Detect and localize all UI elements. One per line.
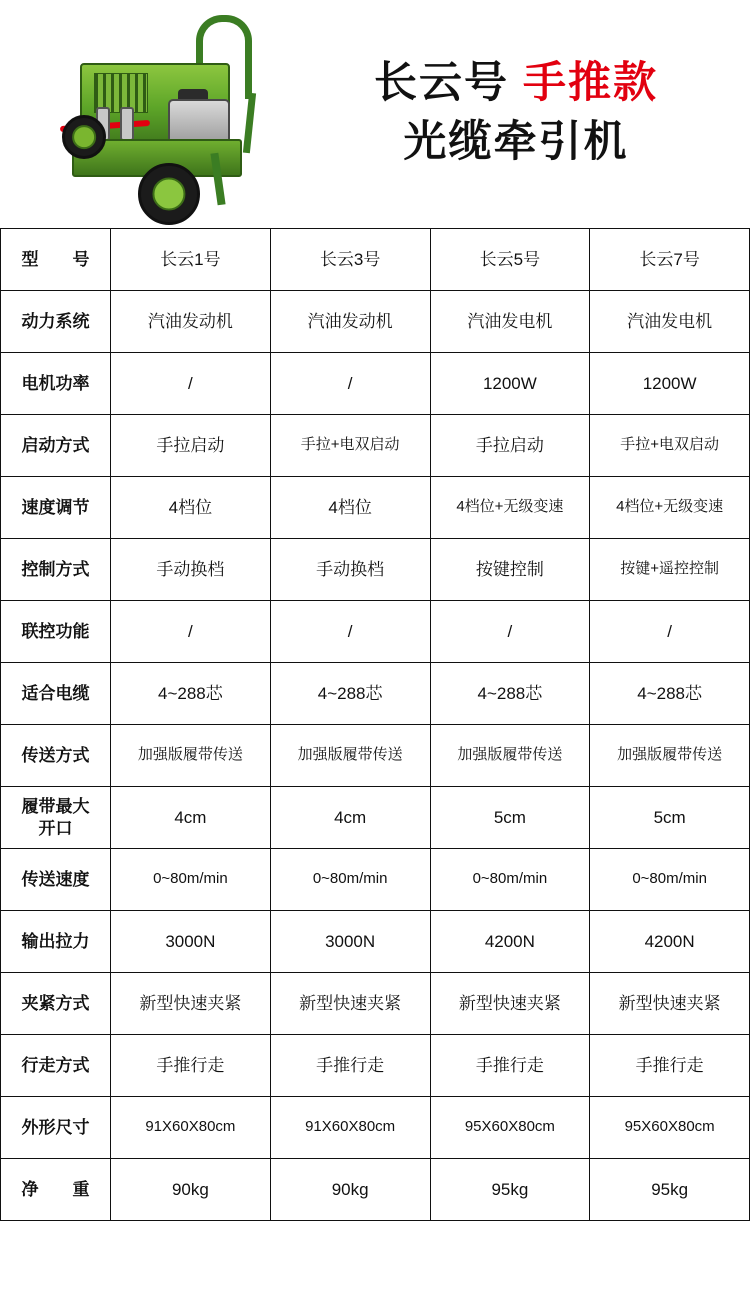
table-cell: 长云1号 — [111, 229, 271, 291]
row-label: 传送速度 — [1, 849, 111, 911]
row-label: 传送方式 — [1, 725, 111, 787]
table-row — [1, 1159, 750, 1221]
table-cell: 0~80m/min — [430, 849, 590, 911]
product-image — [0, 3, 300, 225]
table-cell: 4档位 — [111, 477, 271, 539]
table-cell: 4档位+无级变速 — [590, 477, 750, 539]
table-cell: 手拉+电双启动 — [270, 415, 430, 477]
table-cell: 5cm — [430, 787, 590, 849]
row-label: 动力系统 — [1, 291, 111, 353]
table-cell: 4~288芯 — [430, 663, 590, 725]
row-label: 行走方式 — [1, 1035, 111, 1097]
table-row — [1, 911, 750, 973]
table-cell: 加强版履带传送 — [430, 725, 590, 787]
row-label: 输出拉力 — [1, 911, 111, 973]
row-label: 电机功率 — [1, 353, 111, 415]
row-label: 联控功能 — [1, 601, 111, 663]
table-cell: 手推行走 — [430, 1035, 590, 1097]
table-cell: 手动换档 — [270, 539, 430, 601]
table-row — [1, 1035, 750, 1097]
table-cell: 长云5号 — [430, 229, 590, 291]
table-row — [1, 663, 750, 725]
table-cell: 手推行走 — [111, 1035, 271, 1097]
table-row — [1, 1097, 750, 1159]
table-cell: 90kg — [111, 1159, 271, 1221]
table-row — [1, 353, 750, 415]
table-cell: 手拉+电双启动 — [590, 415, 750, 477]
table-cell: 手推行走 — [590, 1035, 750, 1097]
table-cell: 新型快速夹紧 — [430, 973, 590, 1035]
header — [0, 0, 750, 228]
table-cell: 按键+遥控控制 — [590, 539, 750, 601]
row-label: 夹紧方式 — [1, 973, 111, 1035]
table-cell: 汽油发电机 — [590, 291, 750, 353]
table-cell: 4cm — [111, 787, 271, 849]
row-label: 适合电缆 — [1, 663, 111, 725]
table-cell: 95kg — [590, 1159, 750, 1221]
row-label: 外形尺寸 — [1, 1097, 111, 1159]
table-cell: 加强版履带传送 — [111, 725, 271, 787]
table-cell: 手拉启动 — [111, 415, 271, 477]
table-cell: 4~288芯 — [270, 663, 430, 725]
table-cell: 4cm — [270, 787, 430, 849]
table-cell: 0~80m/min — [111, 849, 271, 911]
table-row — [1, 291, 750, 353]
row-label: 速度调节 — [1, 477, 111, 539]
table-row — [1, 229, 750, 291]
table-cell: 手动换档 — [111, 539, 271, 601]
table-cell: 91X60X80cm — [270, 1097, 430, 1159]
table-cell: / — [270, 601, 430, 663]
table-cell: 新型快速夹紧 — [590, 973, 750, 1035]
table-row — [1, 787, 750, 849]
row-label: 控制方式 — [1, 539, 111, 601]
table-cell: 1200W — [590, 353, 750, 415]
table-cell: 手推行走 — [270, 1035, 430, 1097]
table-row — [1, 973, 750, 1035]
table-cell: 新型快速夹紧 — [111, 973, 271, 1035]
table-cell: 新型快速夹紧 — [270, 973, 430, 1035]
table-cell: 汽油发动机 — [111, 291, 271, 353]
table-row — [1, 415, 750, 477]
row-label: 型 号 — [1, 229, 111, 291]
handle-stem-right — [243, 93, 256, 153]
table-cell: 加强版履带传送 — [270, 725, 430, 787]
product-name: 光缆牵引机 — [403, 117, 629, 166]
machine-illustration — [0, 3, 300, 225]
table-cell: 按键控制 — [430, 539, 590, 601]
table-cell: / — [111, 353, 271, 415]
table-cell: 4~288芯 — [111, 663, 271, 725]
table-row — [1, 601, 750, 663]
wheel-front-icon — [62, 115, 106, 159]
title-line-1 — [300, 57, 732, 111]
table-cell: 1200W — [430, 353, 590, 415]
table-cell: 5cm — [590, 787, 750, 849]
wheel-rear-icon — [138, 163, 200, 225]
table-row — [1, 477, 750, 539]
table-row — [1, 725, 750, 787]
table-cell: 加强版履带传送 — [590, 725, 750, 787]
table-cell: 3000N — [270, 911, 430, 973]
table-cell: 95X60X80cm — [430, 1097, 590, 1159]
row-label: 履带最大 开口 — [1, 787, 111, 849]
table-cell: 0~80m/min — [270, 849, 430, 911]
table-cell: 长云7号 — [590, 229, 750, 291]
table-cell: 3000N — [111, 911, 271, 973]
table-cell: 95kg — [430, 1159, 590, 1221]
table-row — [1, 539, 750, 601]
table-cell: / — [430, 601, 590, 663]
table-cell: 95X60X80cm — [590, 1097, 750, 1159]
table-cell: / — [590, 601, 750, 663]
spec-table — [0, 228, 750, 1221]
table-cell: 4200N — [430, 911, 590, 973]
table-cell: 4200N — [590, 911, 750, 973]
table-cell: 汽油发动机 — [270, 291, 430, 353]
spec-table-body — [1, 229, 750, 1221]
variant-name: 手推款 — [523, 59, 658, 108]
roller-rear-icon — [120, 107, 134, 141]
table-cell: 4~288芯 — [590, 663, 750, 725]
table-cell: 0~80m/min — [590, 849, 750, 911]
table-row — [1, 849, 750, 911]
row-label: 启动方式 — [1, 415, 111, 477]
table-cell: 手拉启动 — [430, 415, 590, 477]
table-cell: 90kg — [270, 1159, 430, 1221]
table-cell: 汽油发电机 — [430, 291, 590, 353]
title-block — [300, 57, 742, 171]
table-cell: / — [111, 601, 271, 663]
row-label: 净 重 — [1, 1159, 111, 1221]
brand-name: 长云号 — [374, 59, 509, 108]
table-cell: 长云3号 — [270, 229, 430, 291]
table-cell: 4档位+无级变速 — [430, 477, 590, 539]
table-cell: 91X60X80cm — [111, 1097, 271, 1159]
table-cell: 4档位 — [270, 477, 430, 539]
table-cell: / — [270, 353, 430, 415]
